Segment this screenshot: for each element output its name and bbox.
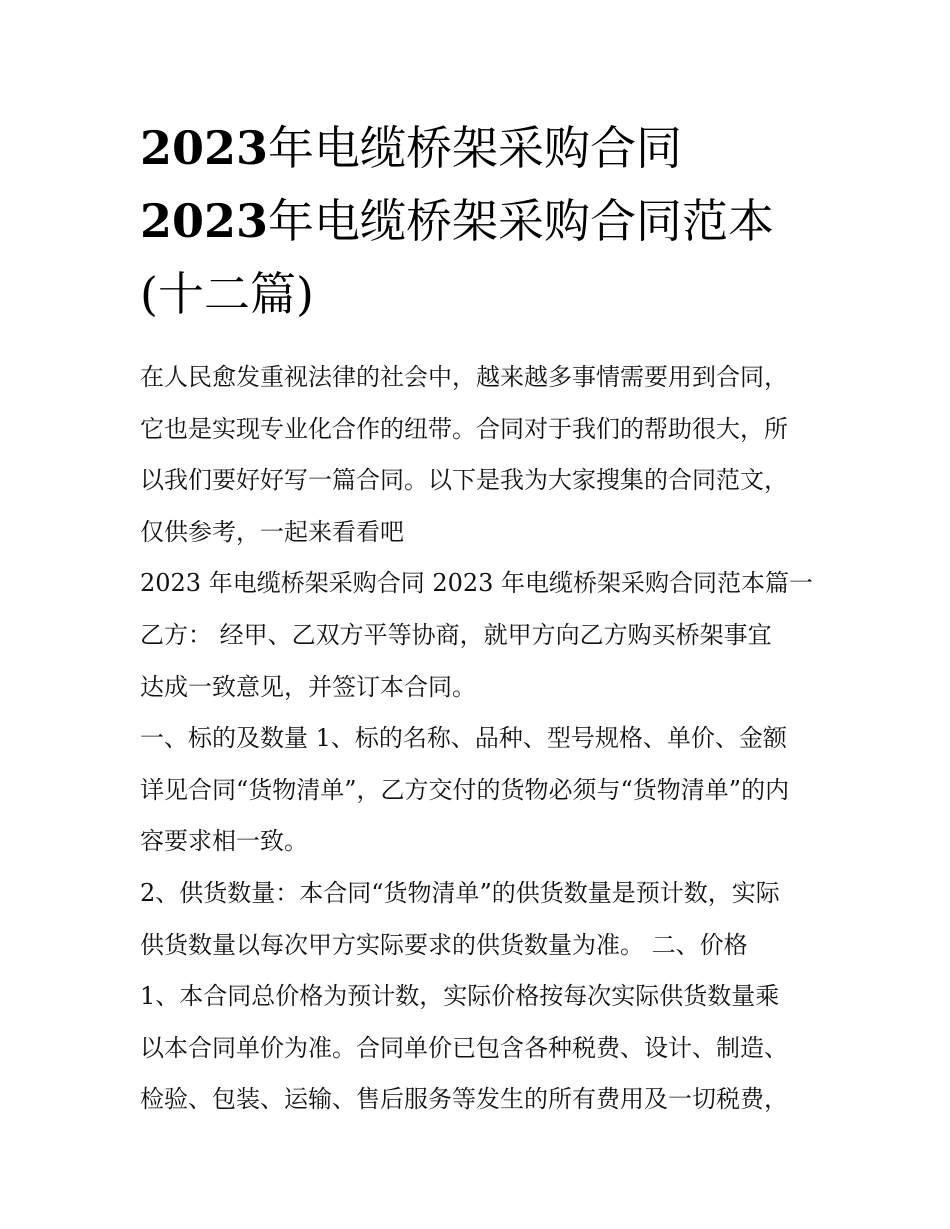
body-line: 检验、包装、运输、售后服务等发生的所有费用及一切税费， (140, 1085, 788, 1114)
body-line: 以本合同单价为准。合同单价已包含各种税费、设计、制造、 (140, 1033, 788, 1062)
title-year-1: 2023 (140, 121, 269, 175)
body-line: 在人民愈发重视法律的社会中，越来越多事情需要用到合同， (140, 363, 788, 391)
body-line: 容要求相一致。 (140, 827, 308, 856)
body-line: 仅供参考，一起来看看吧 (140, 517, 404, 546)
body-line: 它也是实现专业化合作的纽带。合同对于我们的帮助很大，所 (140, 414, 788, 443)
body-line: 一、标的及数量 1、标的名称、品种、型号规格、单价、金额 (140, 724, 787, 753)
body-line: 乙方： 经甲、乙双方平等协商，就甲方向乙方购买桥架事宜 (140, 620, 772, 649)
title-line-2 (140, 185, 830, 258)
body-line: 达成一致意见，并签订本合同。 (140, 672, 476, 701)
body-line: 2023 年电缆桥架采购合同 2023 年电缆桥架采购合同范本篇一 (140, 569, 814, 598)
title-text-2: 年电缆桥架采购合同范本 (268, 194, 775, 248)
title-year-2: 2023 (140, 194, 269, 248)
document-title (140, 112, 830, 331)
body-line: 1、本合同总价格为预计数，实际价格按每次实际供货数量乘 (140, 982, 780, 1011)
title-line-1 (140, 112, 830, 185)
body-line: 以我们要好好写一篇合同。以下是我为大家搜集的合同范文， (140, 466, 788, 495)
title-text-1: 年电缆桥架采购合同 (268, 121, 683, 175)
title-line-3: (十二篇) (140, 267, 314, 321)
body-line: 详见合同“货物清单”，乙方交付的货物必须与“货物清单”的内 (140, 775, 790, 804)
document-body (140, 352, 830, 1126)
body-line: 供货数量以每次甲方实际要求的供货数量为准。 二、价格 (140, 930, 748, 959)
body-line: 2、供货数量：本合同“货物清单”的供货数量是预计数，实际 (140, 878, 780, 907)
